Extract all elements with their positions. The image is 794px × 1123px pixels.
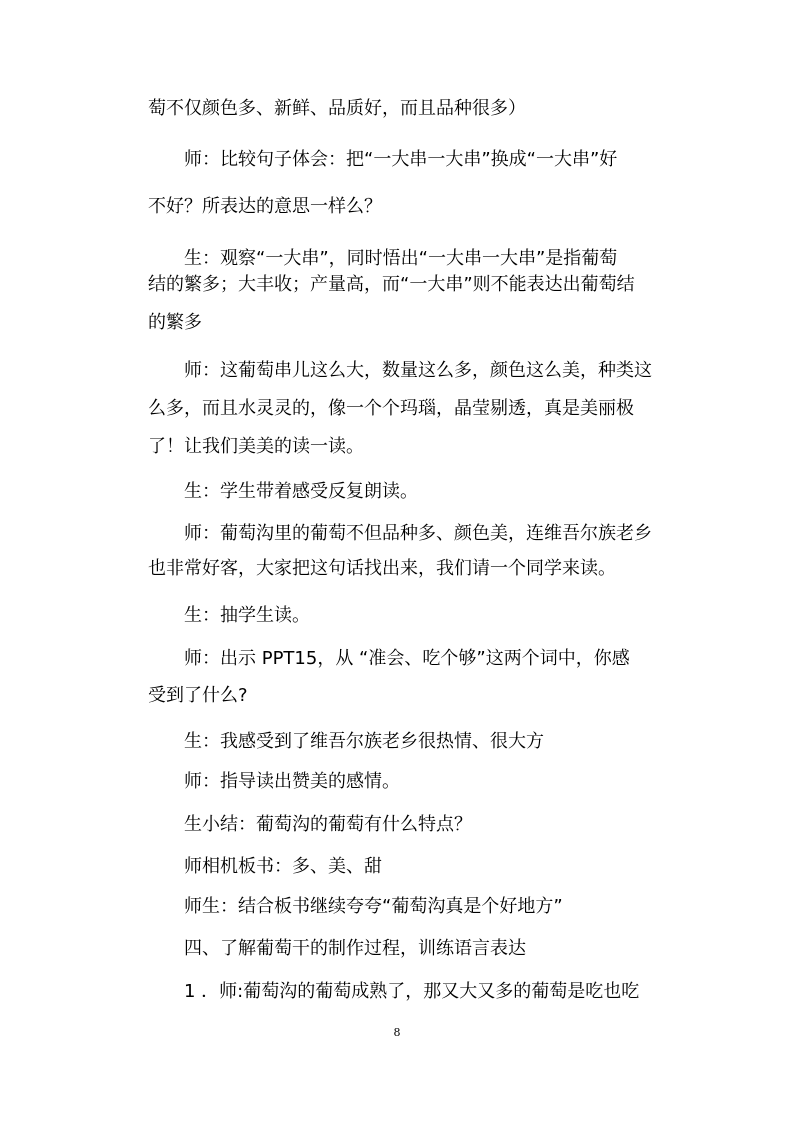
text-line: 也非常好客，大家把这句话找出来，我们请一个同学来读。 — [148, 558, 616, 579]
text-line: 生：观察“一大串”，同时悟出“一大串一大串”是指葡萄 — [148, 248, 618, 269]
text-line: 受到了什么? — [148, 685, 248, 706]
text-line: 师生：结合板书继续夸夸“葡萄沟真是个好地方” — [148, 896, 563, 917]
text-line: 生：我感受到了维吾尔族老乡很热情、很大方 — [148, 731, 544, 752]
text-line: 么多，而且水灵灵的，像一个个玛瑙，晶莹剔透，真是美丽极 — [148, 398, 634, 419]
text-line: 师：指导读出赞美的感情。 — [148, 771, 400, 792]
text-line: 1 ．师:葡萄沟的葡萄成熟了，那又大又多的葡萄是吃也吃 — [148, 981, 640, 1002]
text-line: 师相机板书：多、美、甜 — [148, 856, 382, 877]
text-line: 的繁多 — [148, 312, 202, 333]
text-line: 萄不仅颜色多、新鲜、品质好，而且品种很多） — [148, 98, 526, 119]
text-line: 生小结：葡萄沟的葡萄有什么特点？ — [148, 814, 472, 835]
text-line: 师：这葡萄串儿这么大，数量这么多，颜色这么美，种类这 — [148, 360, 652, 381]
text-line: 生：抽学生读。 — [148, 605, 310, 626]
text-line: 师：葡萄沟里的葡萄不但品种多、颜色美，连维吾尔族老乡 — [148, 523, 652, 544]
text-line: 师：比较句子体会：把“一大串一大串”换成“一大串”好 — [148, 149, 618, 170]
text-line: 生：学生带着感受反复朗读。 — [148, 481, 418, 502]
text-line: 结的繁多；大丰收；产量高，而“一大串”则不能表达出葡萄结 — [148, 274, 635, 295]
text-line: 了！让我们美美的读一读。 — [148, 436, 364, 457]
page-number: 8 — [393, 1026, 401, 1039]
text-line: 不好？所表达的意思一样么？ — [148, 196, 382, 217]
text-line: 师：出示 PPT15，从 “准会、吃个够”这两个词中，你感 — [148, 648, 630, 669]
text-line: 四、了解葡萄干的制作过程，训练语言表达 — [148, 938, 526, 959]
